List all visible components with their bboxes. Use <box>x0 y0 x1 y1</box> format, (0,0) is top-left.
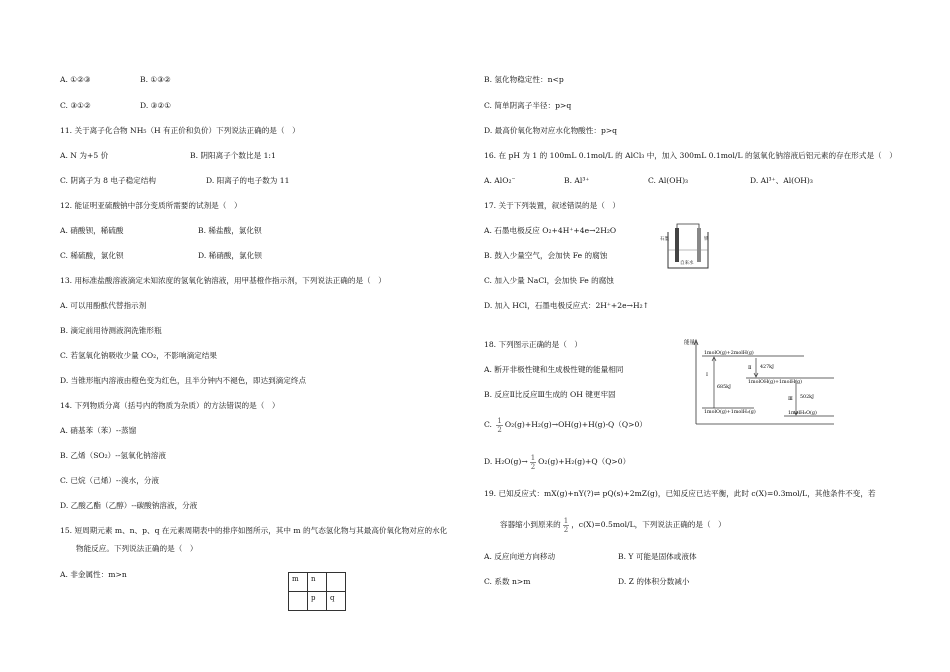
q12-option-c: C. 稀硫酸，氯化钡 <box>60 251 124 260</box>
q17-option-d: D. 加入 HCl，石墨电极反应式：2H⁺+2e→H₂↑ <box>484 301 649 310</box>
cell-n: n <box>308 573 327 592</box>
y-axis-label: 能量 <box>684 340 696 346</box>
cell-empty-2 <box>289 592 308 611</box>
q19-option-c: C. 系数 n>m <box>484 577 531 586</box>
q15-option-c: C. 简单阴离子半径：p>q <box>484 101 572 110</box>
q18-option-d-label: D. H₂O(g)→ <box>484 457 528 466</box>
cell-p: p <box>308 592 327 611</box>
graphite-electrode <box>675 228 679 262</box>
q18-stem: 18. 下列图示正确的是（ ） <box>484 340 583 349</box>
cell-q: q <box>327 592 346 611</box>
q18-option-d <box>484 453 630 471</box>
q18-option-c <box>484 416 647 434</box>
q15-option-d: D. 最高价氧化物对应水化物酸性：p>q <box>484 126 618 135</box>
state-top: 1molO(g)+2molH(g) <box>704 351 754 356</box>
q13-stem: 13. 用标准盐酸溶液滴定未知浓度的氢氧化钠溶液，用甲基橙作指示剂，下列说法正确的是（ ） <box>60 276 386 285</box>
q13-option-a: A. 可以用酚酞代替指示剂 <box>60 301 147 310</box>
q19-option-d: D. Z 的体积分数减小 <box>618 577 690 586</box>
fraction-denominator: 2 <box>530 462 536 471</box>
q11-option-d: D. 阳离子的电子数为 11 <box>206 176 290 185</box>
q17-stem: 17. 关于下列装置，叙述错误的是（ ） <box>484 201 620 210</box>
q15-option-b: B. 氢化物稳定性：n<p <box>484 75 564 84</box>
q10-option-d: D. ③②① <box>140 101 172 110</box>
state-mid2: 1molH₂O(g) <box>788 411 817 416</box>
energy-level-diagram <box>684 336 840 428</box>
state-mid1: 1molOH(g)+1molH(g) <box>748 380 802 385</box>
q17-option-c: C. 加入少量 NaCl，会加快 Fe 的腐蚀 <box>484 276 614 285</box>
roman-III: Ⅲ <box>788 396 793 402</box>
q18-option-b: B. 反应Ⅱ比反应Ⅲ生成的 OH 键更牢固 <box>484 390 616 399</box>
q14-stem: 14. 下列物质分离（括号内的物质为杂质）的方法错误的是（ ） <box>60 401 280 410</box>
q19-stem-line2 <box>500 516 726 534</box>
q15-stem-line1: 15. 短周期元素 m、n、p、q 在元素周期表中的排序如图所示，其中 m 的气态氢化物与其最高价氧化物对应的水化 <box>60 526 448 535</box>
q17-option-b: B. 鼓入少量空气，会加快 Fe 的腐蚀 <box>484 251 608 260</box>
q11-option-c: C. 阴离子为 8 电子稳定结构 <box>60 176 156 185</box>
q15-stem-line2: 物能反应。下列说法正确的是（ ） <box>76 544 198 553</box>
q14-option-a: A. 硝基苯（苯）--蒸馏 <box>60 426 137 435</box>
fraction-numerator: 1 <box>497 416 502 425</box>
q19-stem-line2-pre: 容器缩小到原来的 <box>500 520 561 529</box>
fraction-half <box>563 517 569 534</box>
q10-option-b: B. ①③② <box>140 75 171 84</box>
label-iron: 铁 <box>704 237 709 242</box>
q11-option-b: B. 阴阳离子个数比是 1:1 <box>190 151 276 160</box>
q10-option-a: A. ①②③ <box>60 75 91 84</box>
q10-option-c: C. ③①② <box>60 101 91 110</box>
q18-option-c-label: C. <box>484 420 495 429</box>
cell-m: m <box>289 573 308 592</box>
q19-stem-line2-post: ，c(X)=0.5mol/L，下列说法正确的是（ ） <box>571 520 726 529</box>
q12-option-b: B. 稀盐酸，氯化钡 <box>198 226 262 235</box>
q11-stem: 11. 关于离子化合物 NH₅（H 有正价和负价）下列说法正确的是（ ） <box>60 126 300 135</box>
fraction-denominator: 2 <box>497 425 502 434</box>
q16-option-b: B. Al³⁺ <box>564 176 590 185</box>
q13-option-c: C. 若氢氧化钠吸收少量 CO₂，不影响滴定结果 <box>60 351 217 360</box>
q13-option-d: D. 当锥形瓶内溶液由橙色变为红色，且半分钟内不褪色，即达到滴定终点 <box>60 376 307 385</box>
q18-option-a: A. 断开非极性键和生成极性键的能量相同 <box>484 365 624 374</box>
q15-option-a: A. 非金属性：m>n <box>60 570 127 579</box>
q14-option-d: D. 乙酸乙酯（乙醇）--碳酸钠溶液，分液 <box>60 501 198 510</box>
energy-III: 502kJ <box>800 395 814 400</box>
fraction-numerator: 1 <box>530 453 536 462</box>
q18-option-c-text: O₂(g)+H₂(g)→OH(g)+H(g)-Q（Q>0） <box>504 420 647 429</box>
energy-I: 685kJ <box>717 385 731 390</box>
q14-option-c: C. 已烷（己烯）--溴水，分液 <box>60 476 160 485</box>
fraction-denominator: 2 <box>563 525 569 534</box>
state-bottom: 1molO(g)+1molH₂(g) <box>704 410 756 415</box>
corrosion-apparatus-figure <box>660 222 716 272</box>
roman-I: Ⅰ <box>706 372 708 378</box>
q19-stem-line1: 19. 已知反应式：mX(g)+nY(?)⇌ pQ(s)+2mZ(g)，已知反应已达平衡，此时 c(X)=0.3mol/L，其他条件不变，若 <box>484 489 876 498</box>
q14-option-b: B. 乙烯（SO₂）--氢氧化钠溶液 <box>60 451 166 460</box>
q16-option-a: A. AlO₂⁻ <box>484 176 516 185</box>
q16-option-c: C. Al(OH)₃ <box>648 176 689 185</box>
q12-option-a: A. 硝酸钡，稀硫酸 <box>60 226 124 235</box>
q18-option-d-text: O₂(g)+H₂(g)+Q（Q>0） <box>538 457 631 466</box>
label-tap-water: 自来水 <box>680 261 694 266</box>
q13-option-b: B. 滴定前用待测液润洗锥形瓶 <box>60 326 162 335</box>
fraction-half <box>496 417 502 434</box>
periodic-table-fragment <box>288 572 346 611</box>
q16-option-d: D. Al³⁺、Al(OH)₃ <box>750 176 813 185</box>
fraction-numerator: 1 <box>563 516 569 525</box>
label-graphite: 石墨 <box>660 237 669 242</box>
q12-stem: 12. 能证明亚硫酸钠中部分变质所需要的试剂是（ ） <box>60 201 242 210</box>
cell-empty-1 <box>327 573 346 592</box>
q19-option-b: B. Y 可能是固体或液体 <box>618 552 697 561</box>
q17-option-a: A. 石墨电极反应 O₂+4H⁺+4e→2H₂O <box>484 226 617 235</box>
wire <box>677 224 699 228</box>
roman-II: Ⅱ <box>748 365 752 371</box>
fraction-half <box>530 454 536 471</box>
q19-option-a: A. 反应向逆方向移动 <box>484 552 556 561</box>
energy-II: 427kJ <box>760 365 774 370</box>
q11-option-a: A. N 为+5 价 <box>60 151 109 160</box>
q12-option-d: D. 稀硝酸，氯化钡 <box>198 251 262 260</box>
q16-stem: 16. 在 pH 为 1 的 100mL 0.1mol/L 的 AlCl₃ 中，加入 300mL 0.1mol/L 的氢氧化钠溶液后铝元素的存在形式是（ ） <box>484 151 897 160</box>
iron-electrode <box>697 228 701 262</box>
